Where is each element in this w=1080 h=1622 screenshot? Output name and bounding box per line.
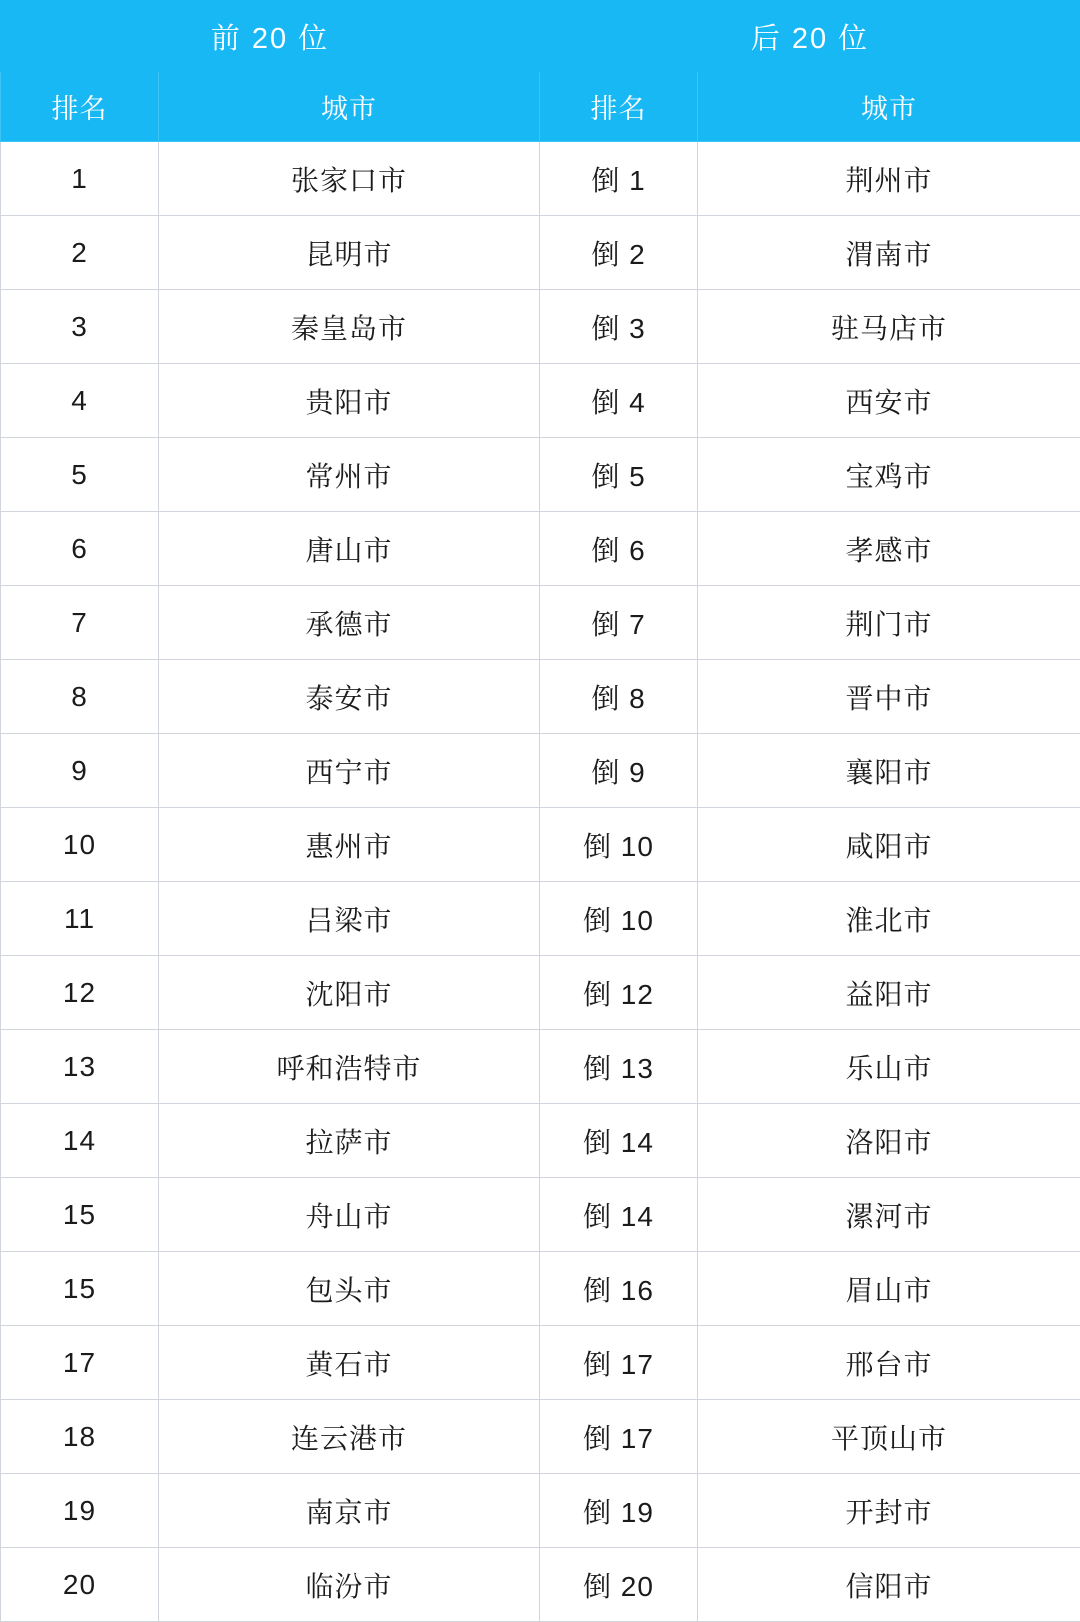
rank-cell-right: 倒 17 bbox=[540, 1400, 698, 1474]
city-cell-right: 洛阳市 bbox=[698, 1104, 1080, 1178]
rank-cell-left: 10 bbox=[1, 808, 159, 882]
rank-cell-right: 倒 16 bbox=[540, 1252, 698, 1326]
table-row bbox=[1, 290, 1080, 364]
city-cell-right: 漯河市 bbox=[698, 1178, 1080, 1252]
column-header-city-right: 城市 bbox=[698, 72, 1080, 142]
city-cell-right: 淮北市 bbox=[698, 882, 1080, 956]
table-row bbox=[1, 1030, 1080, 1104]
rank-cell-left: 6 bbox=[1, 512, 159, 586]
city-cell-right: 荆门市 bbox=[698, 586, 1080, 660]
rank-cell-left: 9 bbox=[1, 734, 159, 808]
city-cell-right: 乐山市 bbox=[698, 1030, 1080, 1104]
city-cell-left: 张家口市 bbox=[159, 142, 540, 216]
city-cell-left: 吕梁市 bbox=[159, 882, 540, 956]
city-cell-left: 南京市 bbox=[159, 1474, 540, 1548]
city-cell-right: 渭南市 bbox=[698, 216, 1080, 290]
city-cell-right: 襄阳市 bbox=[698, 734, 1080, 808]
city-cell-right: 开封市 bbox=[698, 1474, 1080, 1548]
rank-cell-left: 5 bbox=[1, 438, 159, 512]
group-header-top20: 前 20 位 bbox=[1, 1, 540, 72]
table-header bbox=[1, 1, 1080, 142]
table-row bbox=[1, 1474, 1080, 1548]
city-cell-left: 昆明市 bbox=[159, 216, 540, 290]
rank-cell-right: 倒 9 bbox=[540, 734, 698, 808]
rank-cell-right: 倒 8 bbox=[540, 660, 698, 734]
city-cell-left: 西宁市 bbox=[159, 734, 540, 808]
city-cell-left: 沈阳市 bbox=[159, 956, 540, 1030]
rank-cell-right: 倒 4 bbox=[540, 364, 698, 438]
city-cell-right: 信阳市 bbox=[698, 1548, 1080, 1622]
city-cell-left: 承德市 bbox=[159, 586, 540, 660]
column-header-row bbox=[1, 72, 1080, 142]
city-cell-left: 舟山市 bbox=[159, 1178, 540, 1252]
rank-cell-left: 7 bbox=[1, 586, 159, 660]
city-cell-left: 黄石市 bbox=[159, 1326, 540, 1400]
column-header-city-left: 城市 bbox=[159, 72, 540, 142]
rank-cell-right: 倒 6 bbox=[540, 512, 698, 586]
city-cell-left: 拉萨市 bbox=[159, 1104, 540, 1178]
city-cell-left: 连云港市 bbox=[159, 1400, 540, 1474]
rank-cell-left: 13 bbox=[1, 1030, 159, 1104]
table-row bbox=[1, 364, 1080, 438]
rank-cell-left: 19 bbox=[1, 1474, 159, 1548]
city-cell-left: 包头市 bbox=[159, 1252, 540, 1326]
table-row bbox=[1, 586, 1080, 660]
city-cell-right: 眉山市 bbox=[698, 1252, 1080, 1326]
rank-cell-left: 20 bbox=[1, 1548, 159, 1622]
table-row bbox=[1, 734, 1080, 808]
city-cell-left: 常州市 bbox=[159, 438, 540, 512]
rank-cell-left: 12 bbox=[1, 956, 159, 1030]
group-header-bottom20: 后 20 位 bbox=[540, 1, 1080, 72]
rank-cell-left: 15 bbox=[1, 1252, 159, 1326]
city-cell-left: 贵阳市 bbox=[159, 364, 540, 438]
table-row bbox=[1, 1326, 1080, 1400]
table-row bbox=[1, 1400, 1080, 1474]
rank-cell-right: 倒 14 bbox=[540, 1104, 698, 1178]
rank-cell-left: 8 bbox=[1, 660, 159, 734]
city-cell-left: 泰安市 bbox=[159, 660, 540, 734]
rank-cell-left: 14 bbox=[1, 1104, 159, 1178]
table-row bbox=[1, 808, 1080, 882]
city-cell-right: 邢台市 bbox=[698, 1326, 1080, 1400]
rank-cell-right: 倒 12 bbox=[540, 956, 698, 1030]
rank-cell-right: 倒 10 bbox=[540, 882, 698, 956]
table-row bbox=[1, 1104, 1080, 1178]
table-row bbox=[1, 216, 1080, 290]
table-row bbox=[1, 512, 1080, 586]
city-cell-left: 惠州市 bbox=[159, 808, 540, 882]
table-row bbox=[1, 660, 1080, 734]
group-header-row bbox=[1, 1, 1080, 72]
city-cell-right: 晋中市 bbox=[698, 660, 1080, 734]
city-cell-right: 孝感市 bbox=[698, 512, 1080, 586]
city-cell-right: 宝鸡市 bbox=[698, 438, 1080, 512]
table-row bbox=[1, 882, 1080, 956]
column-header-rank-right: 排名 bbox=[540, 72, 698, 142]
rank-cell-left: 17 bbox=[1, 1326, 159, 1400]
rank-cell-right: 倒 19 bbox=[540, 1474, 698, 1548]
city-cell-right: 平顶山市 bbox=[698, 1400, 1080, 1474]
rank-cell-right: 倒 1 bbox=[540, 142, 698, 216]
city-cell-right: 荆州市 bbox=[698, 142, 1080, 216]
table-body bbox=[1, 142, 1080, 1622]
rank-cell-right: 倒 3 bbox=[540, 290, 698, 364]
city-cell-left: 呼和浩特市 bbox=[159, 1030, 540, 1104]
table-row bbox=[1, 1252, 1080, 1326]
rank-cell-left: 4 bbox=[1, 364, 159, 438]
rank-cell-left: 11 bbox=[1, 882, 159, 956]
table-row bbox=[1, 1178, 1080, 1252]
city-cell-left: 秦皇岛市 bbox=[159, 290, 540, 364]
rank-cell-left: 18 bbox=[1, 1400, 159, 1474]
rank-cell-right: 倒 17 bbox=[540, 1326, 698, 1400]
rank-cell-left: 15 bbox=[1, 1178, 159, 1252]
rank-cell-right: 倒 10 bbox=[540, 808, 698, 882]
table-row bbox=[1, 438, 1080, 512]
rank-cell-right: 倒 7 bbox=[540, 586, 698, 660]
city-cell-right: 西安市 bbox=[698, 364, 1080, 438]
city-cell-left: 唐山市 bbox=[159, 512, 540, 586]
rank-cell-left: 2 bbox=[1, 216, 159, 290]
rank-cell-right: 倒 20 bbox=[540, 1548, 698, 1622]
rank-cell-left: 1 bbox=[1, 142, 159, 216]
rank-cell-left: 3 bbox=[1, 290, 159, 364]
city-cell-right: 驻马店市 bbox=[698, 290, 1080, 364]
column-header-rank-left: 排名 bbox=[1, 72, 159, 142]
table-row bbox=[1, 956, 1080, 1030]
rank-cell-right: 倒 2 bbox=[540, 216, 698, 290]
city-cell-left: 临汾市 bbox=[159, 1548, 540, 1622]
table-row bbox=[1, 1548, 1080, 1622]
rank-cell-right: 倒 14 bbox=[540, 1178, 698, 1252]
rank-cell-right: 倒 13 bbox=[540, 1030, 698, 1104]
rank-cell-right: 倒 5 bbox=[540, 438, 698, 512]
city-cell-right: 咸阳市 bbox=[698, 808, 1080, 882]
city-cell-right: 益阳市 bbox=[698, 956, 1080, 1030]
table-row bbox=[1, 142, 1080, 216]
